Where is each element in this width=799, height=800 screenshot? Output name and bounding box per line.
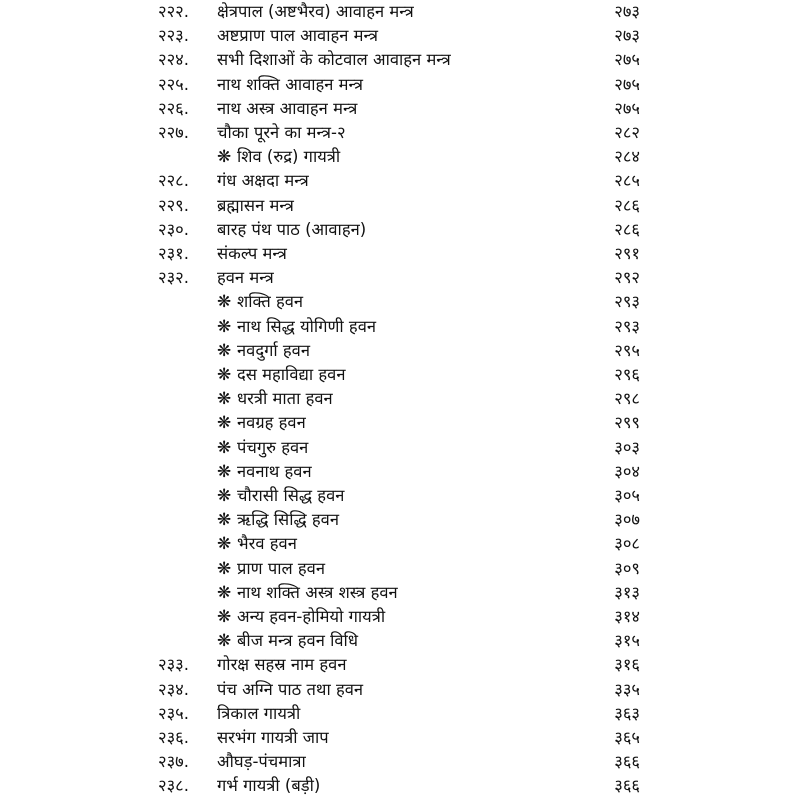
star-bullet-icon: ❋ [217,534,232,555]
star-bullet-icon: ❋ [217,292,232,313]
toc-sub-entry [0,290,799,314]
entry-title [217,242,287,266]
toc-sub-entry [0,532,799,556]
toc-entry [0,774,799,798]
star-bullet-icon: ❋ [217,486,232,506]
entry-title [217,48,451,72]
toc-sub-entry [0,436,799,460]
toc-sub-entry [0,363,799,387]
entry-title-text: पंच अग्नि पाठ तथा हवन [217,679,364,699]
star-bullet-icon: ❋ [217,147,232,168]
entry-page-number: ३०३ [614,437,640,457]
toc-entry [0,73,799,97]
toc-entry [0,194,799,218]
star-bullet-icon: ❋ [217,582,232,603]
toc-sub-entry [0,508,799,532]
star-bullet-icon: ❋ [217,316,232,337]
entry-title-text: अन्य हवन-होमियो गायत्री [237,607,386,626]
entry-page-number: ३०५ [614,486,640,505]
entry-title-text: भैरव हवन [237,534,297,554]
entry-title [217,508,339,532]
entry-number: २२६. [158,98,189,118]
entry-title [217,339,310,363]
entry-title [217,97,357,121]
entry-title-text: धरत्री माता हवन [237,389,333,409]
entry-title-text: नाथ सिद्ध योगिणी हवन [237,316,377,336]
star-bullet-icon: ❋ [217,413,232,434]
entry-number: २३६. [158,728,189,747]
toc-sub-entry [0,460,799,484]
entry-title-text: सभी दिशाओं के कोटवाल आवाहन मन्त्र [217,50,451,70]
toc-entry [0,0,799,24]
toc-sub-entry [0,387,799,411]
toc-entry [0,242,799,266]
entry-title-text: अष्टप्राण पाल आवाहन मन्त्र [217,26,378,46]
entry-page-number: २७३ [614,26,640,46]
entry-title [217,315,376,339]
entry-number: २३०. [158,219,189,239]
entry-number: २२४. [158,50,189,70]
entry-page-number: २७३ [614,2,640,21]
entry-page-number: ३६५ [614,728,640,747]
entry-title-text: नवनाथ हवन [237,461,312,481]
entry-title-text: पंचगुरु हवन [237,437,309,457]
entry-title [217,750,306,774]
star-bullet-icon: ❋ [217,510,232,531]
entry-page-number: २९८ [614,389,640,409]
toc-sub-entry [0,411,799,435]
entry-number: २३७. [158,752,189,772]
toc-sub-entry [0,145,799,169]
entry-page-number: ३१३ [614,582,640,602]
toc-sub-entry [0,629,799,653]
entry-title-text: चौरासी सिद्ध हवन [237,486,345,505]
entry-page-number: २८२ [614,123,640,142]
entry-title-text: नवग्रह हवन [237,413,306,433]
entry-title-text: चौका पूरने का मन्त्र-२ [217,123,346,142]
entry-number: २३१. [158,244,189,263]
entry-title-text: सरभंग गायत्री जाप [217,728,329,747]
entry-title [217,629,358,653]
entry-title [217,218,366,242]
entry-page-number: २९३ [614,292,640,312]
entry-number: २३४. [158,679,189,699]
entry-title [217,532,297,556]
entry-page-number: २९५ [614,340,640,360]
toc-entry [0,702,799,726]
entry-page-number: २९९ [614,413,640,433]
toc-entry [0,97,799,121]
entry-title [217,411,306,435]
entry-page-number: ३०४ [614,461,640,481]
entry-page-number: ३६६ [614,752,640,772]
entry-number: २२९. [158,195,189,215]
entry-title [217,266,274,290]
entry-title [217,194,294,218]
entry-title [217,387,333,411]
entry-number: २२२. [158,2,189,21]
entry-page-number: ३६६ [614,776,640,796]
entry-title [217,0,414,24]
entry-number: २३२. [158,268,189,288]
toc-sub-entry [0,484,799,508]
entry-title [217,460,312,484]
entry-title-text: ब्रह्मासन मन्त्र [217,195,294,215]
entry-number: २२५. [158,74,189,94]
toc-entry [0,678,799,702]
entry-title [217,121,346,145]
entry-title-text: त्रिकाल गायत्री [217,703,301,723]
toc-sub-entry [0,605,799,629]
star-bullet-icon: ❋ [217,437,232,458]
entry-number: २२७. [158,123,189,142]
entry-page-number: २८४ [614,147,640,167]
entry-page-number: २८६ [614,195,640,215]
entry-number: २३८. [158,776,189,796]
toc-entry [0,48,799,72]
entry-title-text: हवन मन्त्र [217,268,274,288]
toc-entry [0,750,799,774]
entry-page-number: ३१५ [614,631,640,651]
entry-number: २२८. [158,171,189,191]
entry-title-text: गोरक्ष सहस्र नाम हवन [217,655,347,675]
toc-entry [0,266,799,290]
entry-title-text: शक्ति हवन [237,292,304,312]
entry-title [217,557,325,581]
entry-page-number: २७५ [614,74,640,94]
star-bullet-icon: ❋ [217,631,232,652]
toc-sub-entry [0,581,799,605]
entry-title [217,169,309,193]
entry-title [217,484,344,508]
toc-entry [0,169,799,193]
entry-title-text: दस महाविद्या हवन [237,365,346,384]
entry-title-text: संकल्प मन्त्र [217,244,287,263]
toc-entry [0,218,799,242]
entry-title [217,73,363,97]
entry-number: २२३. [158,26,189,46]
toc-entry [0,24,799,48]
entry-title-text: बारह पंथ पाठ (आवाहन) [217,219,367,239]
star-bullet-icon: ❋ [217,365,232,385]
star-bullet-icon: ❋ [217,607,232,627]
toc-sub-entry [0,339,799,363]
entry-page-number: २८५ [614,171,640,191]
entry-page-number: २९३ [614,316,640,336]
entry-title [217,605,385,629]
entry-page-number: ३१६ [614,655,640,675]
entry-title-text: औघड़-पंचमात्रा [217,752,306,772]
toc-entry [0,121,799,145]
entry-title [217,678,363,702]
entry-page-number: २८६ [614,219,640,239]
entry-title-text: नाथ शक्ति अस्त्र शस्त्र हवन [237,582,398,602]
entry-title-text: प्राण पाल हवन [237,558,326,578]
entry-title-text: क्षेत्रपाल (अष्टभैरव) आवाहन मन्त्र [217,2,414,21]
entry-title-text: गंध अक्षदा मन्त्र [217,171,309,191]
entry-title-text: नाथ शक्ति आवाहन मन्त्र [217,74,364,94]
entry-number: २३३. [158,655,189,675]
entry-title-text: शिव (रुद्र) गायत्री [237,147,341,167]
entry-page-number: ३०९ [614,558,640,578]
entry-page-number: ३३५ [614,679,640,699]
star-bullet-icon: ❋ [217,461,232,482]
toc-entry [0,653,799,677]
entry-title [217,145,340,169]
entry-title [217,653,347,677]
star-bullet-icon: ❋ [217,340,232,361]
entry-page-number: २९२ [614,268,640,288]
entry-title [217,726,329,750]
entry-page-number: ३६३ [614,703,640,723]
entry-page-number: २७५ [614,98,640,118]
star-bullet-icon: ❋ [217,389,232,410]
entry-title [217,290,303,314]
entry-page-number: २९१ [614,244,640,263]
toc-entry [0,726,799,750]
entry-title [217,24,378,48]
entry-title [217,363,346,387]
entry-title-text: नवदुर्गा हवन [237,340,310,360]
entry-title [217,436,308,460]
star-bullet-icon: ❋ [217,558,232,579]
entry-page-number: २९६ [614,365,640,384]
entry-title-text: बीज मन्त्र हवन विधि [237,631,358,651]
toc-sub-entry [0,315,799,339]
entry-title [217,702,300,726]
entry-title-text: ऋद्धि सिद्धि हवन [237,510,339,530]
entry-number: २३५. [158,703,189,723]
entry-title-text: नाथ अस्त्र आवाहन मन्त्र [217,98,358,118]
entry-page-number: ३०७ [614,510,640,530]
entry-page-number: २७५ [614,50,640,70]
entry-title [217,774,320,798]
toc-sub-entry [0,557,799,581]
entry-page-number: ३१४ [614,607,640,626]
entry-page-number: ३०८ [614,534,640,554]
entry-title-text: गर्भ गायत्री (बड़ी) [217,776,321,796]
entry-title [217,581,398,605]
